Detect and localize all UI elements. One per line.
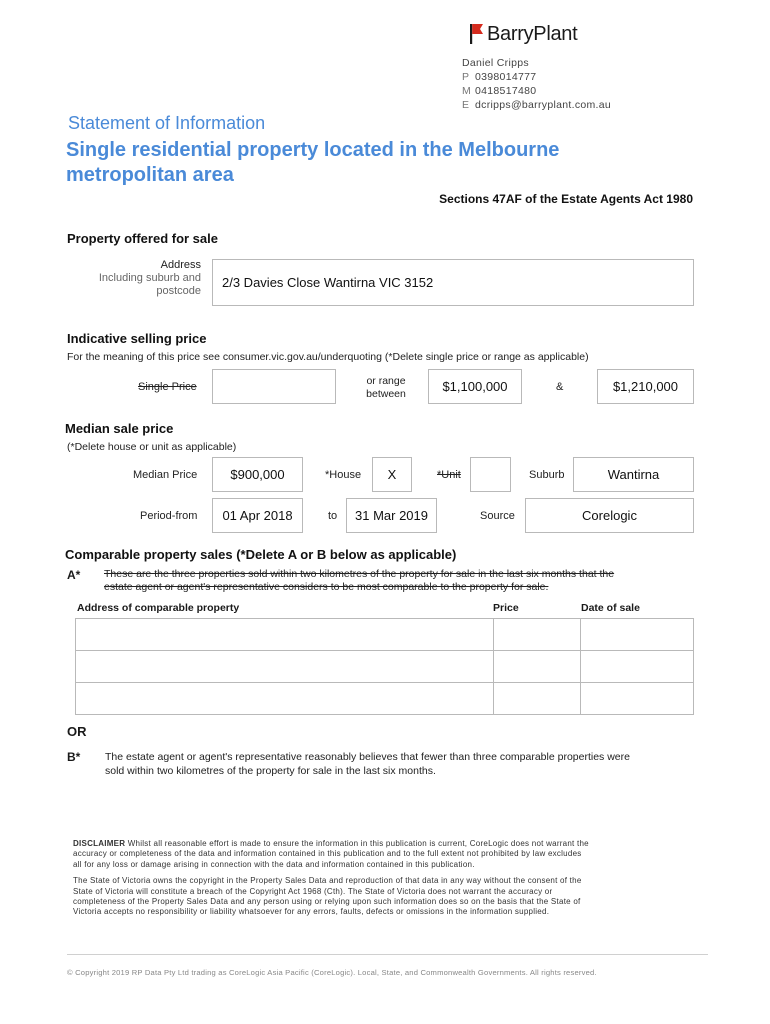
disclaimer-p1-line1 — [73, 839, 703, 849]
option-a-label: A* — [67, 568, 81, 582]
range-high-field[interactable] — [597, 369, 694, 404]
range-low-value: $1,100,000 — [442, 379, 508, 394]
email-key: E — [462, 99, 470, 111]
period-from-value: 01 Apr 2018 — [222, 508, 293, 523]
comparable-address-cell[interactable] — [76, 651, 494, 683]
property-heading: Property offered for sale — [67, 231, 218, 246]
comparable-address-cell[interactable] — [76, 683, 494, 715]
median-price-field[interactable] — [212, 457, 303, 492]
flag-icon — [470, 24, 483, 44]
disclaimer-p2-line3: completeness of the Property Sales Data and any person using or relying upon such information does so on the basis that the State of — [73, 897, 581, 907]
range-high-value: $1,210,000 — [612, 379, 679, 394]
disclaimer — [73, 839, 703, 918]
house-value: X — [387, 467, 397, 482]
source-field[interactable] — [525, 498, 694, 533]
option-b-text — [105, 750, 630, 778]
agent-mobile[interactable]: 0418517480 — [475, 85, 537, 97]
suburb-label: Suburb — [529, 469, 565, 481]
median-heading: Median sale price — [65, 421, 174, 436]
comparable-date-cell[interactable] — [581, 651, 694, 683]
range-ampersand: & — [556, 381, 564, 393]
table-row — [76, 619, 694, 651]
address-sublabel-2: postcode — [156, 285, 201, 297]
disclaimer-p2-line2: State of Victoria will constitute a breach of the Copyright Act 1968 (Cth). The State of Victoria does not warrant the accuracy or — [73, 886, 553, 896]
act-reference: Sections 47AF of the Estate Agents Act 1980 — [439, 192, 693, 206]
page-title-line1: Single residential property located in the Melbourne — [66, 139, 560, 161]
range-low-field[interactable] — [428, 369, 522, 404]
agent-mobile-row — [462, 84, 611, 98]
table-row — [76, 651, 694, 683]
agent-email-row — [462, 98, 611, 112]
comparable-price-cell[interactable] — [494, 651, 581, 683]
option-b-text-1: The estate agent or agent's representative reasonably believes that fewer than three comparable properties were — [105, 751, 630, 763]
comparable-heading: Comparable property sales (*Delete A or B below as applicable) — [65, 547, 457, 562]
house-label: *House — [325, 469, 362, 481]
address-field[interactable] — [212, 259, 694, 306]
source-value: Corelogic — [582, 508, 637, 523]
agent-phone-row — [462, 70, 611, 84]
or-separator: OR — [67, 724, 87, 739]
period-to-field[interactable] — [346, 498, 437, 533]
statement-heading: Statement of Information — [68, 113, 266, 133]
col-address-header: Address of comparable property — [77, 602, 240, 614]
disclaimer-p2-line4: Victoria accepts no responsibility or liability whatsoever for any errors, faults, defects or omissions in the information supplied. — [73, 907, 550, 917]
period-to-label: to — [328, 510, 338, 522]
agent-name: Daniel Cripps — [462, 57, 529, 69]
comparable-date-cell[interactable] — [581, 619, 694, 651]
footer-copyright: © Copyright 2019 RP Data Pty Ltd trading as CoreLogic Asia Pacific (CoreLogic). Local, State, and Commonwealth Governments. All rights reserved. — [67, 968, 597, 977]
range-label-1: or range — [366, 375, 406, 387]
option-b-label: B* — [67, 750, 81, 764]
comparable-price-cell[interactable] — [494, 683, 581, 715]
footer-divider — [67, 954, 708, 955]
address-label-block — [70, 259, 201, 298]
period-to-value: 31 Mar 2019 — [355, 508, 428, 523]
phone-key: P — [462, 71, 470, 83]
suburb-value: Wantirna — [607, 467, 660, 482]
page-title — [66, 138, 559, 188]
address-sublabel-1: Including suburb and — [98, 272, 201, 284]
indicative-price-note: For the meaning of this price see consumer.vic.gov.au/underquoting (*Delete single price or range as applicable) — [67, 351, 589, 363]
range-label-2: between — [366, 388, 406, 400]
option-a-text — [104, 568, 614, 594]
single-price-field[interactable] — [212, 369, 336, 404]
comparable-date-cell[interactable] — [581, 683, 694, 715]
col-price-header: Price — [493, 602, 519, 614]
indicative-price-heading: Indicative selling price — [67, 331, 207, 346]
comparable-table — [75, 618, 694, 715]
brand-logo — [470, 22, 577, 46]
unit-label: *Unit — [437, 469, 461, 481]
single-price-label: Single Price — [138, 381, 197, 393]
source-label: Source — [480, 510, 515, 522]
disclaimer-label: DISCLAIMER — [73, 839, 126, 848]
suburb-field[interactable] — [573, 457, 694, 492]
house-field[interactable] — [372, 457, 412, 492]
period-from-label: Period-from — [140, 510, 198, 522]
option-a-text-2: estate agent or agent's representative considers to be most comparable to the property for sale. — [104, 581, 549, 593]
address-value: 2/3 Davies Close Wantirna VIC 3152 — [222, 275, 434, 290]
median-note: (*Delete house or unit as applicable) — [67, 441, 237, 453]
disclaimer-p1-line1-text: Whilst all reasonable effort is made to ensure the information in this publication is current, CoreLogic does not warrant the — [125, 839, 589, 848]
page-title-line2: metropolitan area — [66, 164, 234, 186]
period-from-field[interactable] — [212, 498, 303, 533]
table-row — [76, 683, 694, 715]
range-label — [356, 375, 416, 401]
address-label: Address — [160, 259, 201, 271]
disclaimer-p1-line2: accuracy or completeness of the data and information contained in this publication and to the full extent not prohibited by law excludes — [73, 849, 582, 859]
mobile-key: M — [462, 85, 472, 97]
option-b-text-2: sold within two kilometres of the property for sale in the last six months. — [105, 765, 436, 777]
col-date-header: Date of sale — [581, 602, 640, 614]
unit-field[interactable] — [470, 457, 511, 492]
agent-contact — [462, 56, 611, 112]
median-price-value: $900,000 — [230, 467, 285, 482]
comparable-price-cell[interactable] — [494, 619, 581, 651]
option-a-text-1: These are the three properties sold within two kilometres of the property for sale in the last six months that the — [104, 568, 615, 580]
disclaimer-p2-line1: The State of Victoria owns the copyright in the Property Sales Data and reproduction of that data in any way without the consent of the — [73, 876, 582, 886]
median-price-label: Median Price — [133, 469, 198, 481]
brand-name: BarryPlant — [487, 22, 578, 45]
agent-phone[interactable]: 0398014777 — [475, 71, 537, 83]
comparable-address-cell[interactable] — [76, 619, 494, 651]
agent-email[interactable]: dcripps@barryplant.com.au — [475, 99, 612, 111]
disclaimer-p1-line3: all for any loss or damage arising in connection with the data and information contained in this publication. — [73, 859, 475, 869]
